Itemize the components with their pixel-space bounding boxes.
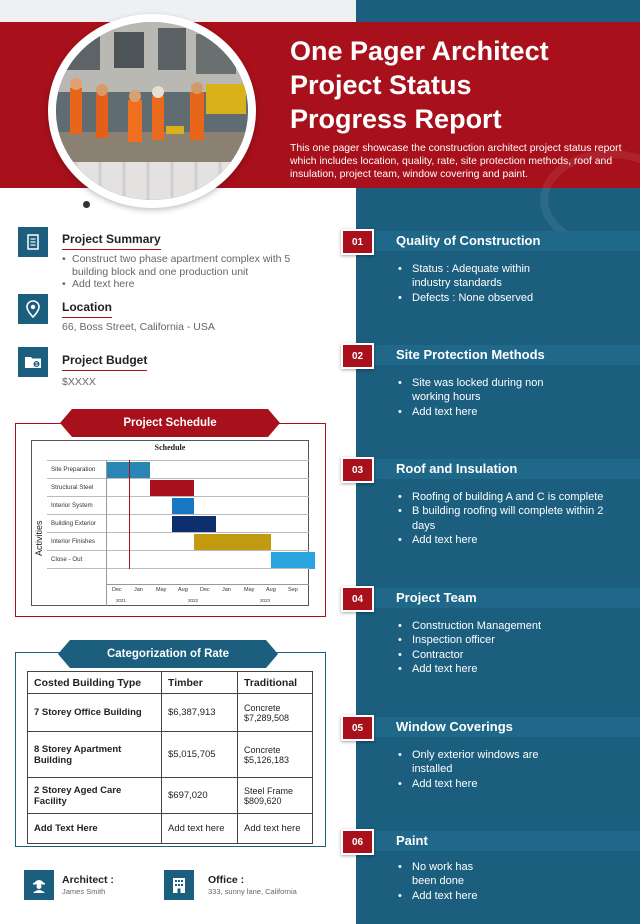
table-cell: Concrete $5,126,183: [238, 732, 313, 778]
gantt-row: [47, 514, 309, 532]
table-cell: $6,387,913: [162, 694, 238, 732]
office-title: Office :: [208, 874, 245, 886]
summary-title: Project Summary: [62, 232, 161, 250]
summary-item: • Construct two phase apartment complex with 5 building block and one production unit: [62, 253, 312, 278]
section-title: Quality of Construction: [396, 233, 541, 248]
section-number: 06: [341, 829, 374, 855]
summary-item: • Add text here: [62, 278, 312, 291]
gantt-chart: [31, 440, 309, 606]
section-list-item: • Contractor: [396, 648, 626, 662]
gantt-title: Schedule: [154, 443, 186, 452]
section-title: Site Protection Methods: [396, 347, 545, 362]
gantt-ylabel: Activities: [34, 520, 44, 556]
gantt-bar: [172, 516, 216, 533]
rate-ribbon: Categorization of Rate: [70, 640, 266, 668]
table-header: Costed Building Type: [28, 672, 162, 694]
gantt-today-line: [129, 460, 130, 569]
map-pin-icon: [18, 294, 48, 324]
gantt-x-tick: Jan: [222, 587, 231, 593]
table-cell: Concrete $7,289,508: [238, 694, 313, 732]
construction-photo: [56, 22, 248, 200]
table-cell: Steel Frame $809,620: [238, 778, 313, 814]
table-row: [28, 694, 313, 732]
gantt-x-tick: Aug: [178, 587, 188, 593]
section-list-item: • B building roofing will complete within 2 days: [396, 504, 622, 533]
gantt-row-label: Interior Finishes: [51, 538, 96, 545]
money-folder-icon: [18, 347, 48, 377]
gantt-row: [47, 532, 309, 550]
office-address: 333, sunny lane, California: [208, 887, 297, 896]
section-list-item: • Add text here: [396, 889, 496, 903]
section-title: Project Team: [396, 590, 477, 605]
table-row: [28, 732, 313, 778]
section-title: Paint: [396, 833, 428, 848]
section-list: [396, 619, 626, 676]
table-cell: 2 Storey Aged Care Facility: [28, 778, 162, 814]
section-number: 02: [341, 343, 374, 369]
gantt-row-label: Interior System: [51, 502, 93, 509]
section-list: [396, 748, 546, 791]
schedule-ribbon: Project Schedule: [72, 409, 268, 437]
table-row: [28, 778, 313, 814]
architect-name: James Smith: [62, 887, 106, 896]
section-list-item: • Construction Management: [396, 619, 626, 633]
gantt-bar: [172, 498, 194, 515]
section-list-item: • Defects : None observed: [396, 291, 546, 305]
section-number: 03: [341, 457, 374, 483]
location-text: 66, Boss Street, California - USA: [62, 321, 215, 333]
section-list-item: • Add text here: [396, 777, 546, 791]
section-list: [396, 262, 546, 305]
top-strip-right: [356, 0, 640, 22]
table-cell: Add Text Here: [28, 814, 162, 844]
page-title: [290, 34, 630, 136]
gantt-x-tick: Sep: [288, 587, 298, 593]
gantt-year-tick: 2023: [260, 598, 271, 603]
gantt-x-tick: May: [244, 587, 255, 593]
worker-icon: [24, 870, 54, 900]
gantt-year-tick: 2022: [188, 598, 199, 603]
building-icon: [164, 870, 194, 900]
table-header-row: [28, 672, 313, 694]
gantt-year-tick: 2021: [116, 598, 127, 603]
section-list-item: • Status : Adequate within industry standards: [396, 262, 546, 291]
table-cell: Add text here: [238, 814, 313, 844]
svg-text:$: $: [35, 362, 38, 368]
table-cell: $697,020: [162, 778, 238, 814]
gantt-axis-frame: [106, 584, 309, 606]
section-list: [396, 490, 622, 547]
gantt-row: [47, 496, 309, 514]
budget-title: Project Budget: [62, 353, 147, 371]
gantt-row-label: Site Preparation: [51, 466, 96, 473]
section-title: Window Coverings: [396, 719, 513, 734]
gantt-axis-line: [106, 460, 107, 606]
section-list-item: • Add text here: [396, 533, 622, 547]
table-cell: 8 Storey Apartment Building: [28, 732, 162, 778]
section-number: 01: [341, 229, 374, 255]
gantt-bar: [194, 534, 271, 551]
section-list-item: • Add text here: [396, 662, 626, 676]
section-list-item: • Roofing of building A and C is complete: [396, 490, 622, 504]
table-header: Traditional: [238, 672, 313, 694]
gantt-row-label: Structural Steel: [51, 484, 94, 491]
location-title: Location: [62, 300, 112, 318]
section-number: 05: [341, 715, 374, 741]
gantt-bar: [150, 480, 194, 497]
summary-list: [62, 253, 312, 291]
gantt-row-label: Building Exterior: [51, 520, 97, 527]
table-cell: Add text here: [162, 814, 238, 844]
gantt-row: [47, 460, 309, 478]
section-list: [396, 376, 546, 419]
gantt-row-label: Close - Out: [51, 556, 83, 563]
section-title: Roof and Insulation: [396, 461, 518, 476]
table-header: Timber: [162, 672, 238, 694]
section-list-item: • Site was locked during non working hours: [396, 376, 546, 405]
section-list: [396, 860, 496, 903]
rate-table: [27, 671, 313, 844]
section-list-item: • Add text here: [396, 405, 546, 419]
photo-dot: [83, 201, 90, 208]
gantt-row: [47, 478, 309, 496]
section-number: 04: [341, 586, 374, 612]
gantt-x-tick: Aug: [266, 587, 276, 593]
title-line-2: Project Status: [290, 70, 472, 100]
gantt-bar: [106, 462, 150, 479]
document-icon: [18, 227, 48, 257]
gantt-x-tick: May: [156, 587, 167, 593]
table-cell: $5,015,705: [162, 732, 238, 778]
title-line-3: Progress Report: [290, 104, 502, 134]
table-row: [28, 814, 313, 844]
gantt-bar: [271, 552, 315, 569]
table-cell: 7 Storey Office Building: [28, 694, 162, 732]
gantt-x-tick: Dec: [112, 587, 122, 593]
architect-title: Architect :: [62, 874, 114, 886]
gantt-x-tick: Dec: [200, 587, 210, 593]
section-list-item: • Only exterior windows are installed: [396, 748, 546, 777]
page-subtitle: This one pager showcase the construction architect project status report which includes location, quality, rate, site protection methods, roof and insulation, project team, window covering and paint.: [290, 143, 622, 180]
section-list-item: • Inspection officer: [396, 633, 626, 647]
budget-text: $XXXX: [62, 376, 96, 388]
gantt-row: [47, 550, 309, 568]
gantt-x-tick: Jan: [134, 587, 143, 593]
title-line-1: One Pager Architect: [290, 36, 549, 66]
section-list-item: • No work has been done: [396, 860, 496, 889]
gantt-baseline: [47, 568, 309, 569]
